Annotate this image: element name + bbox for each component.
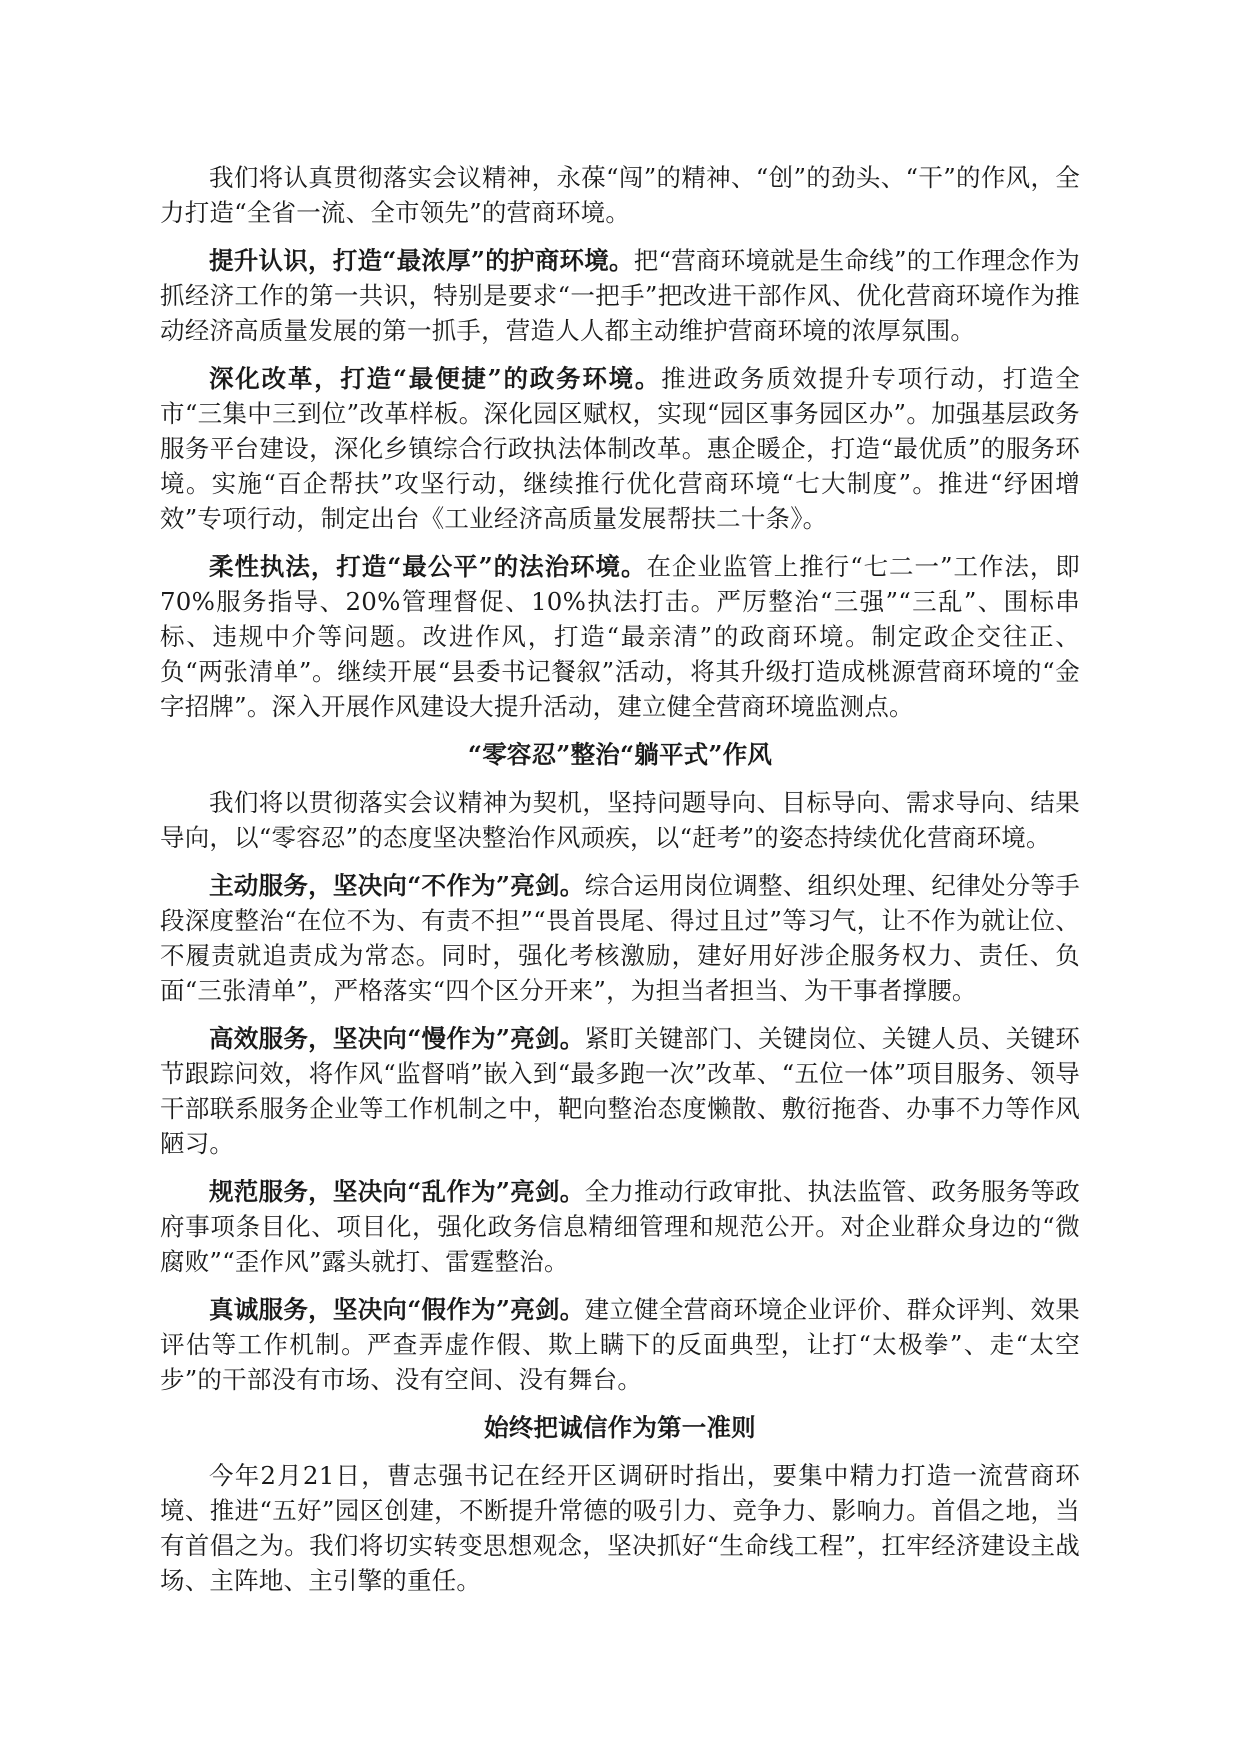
paragraph-efficient-service	[160, 1021, 1080, 1161]
paragraph-body: 今年2月21日，曹志强书记在经开区调研时指出，要集中精力打造一流营商环境、推进“五好”园区创建，不断提升常德的吸引力、竞争力、影响力。首倡之地，当有首倡之为。我们将切实转变思想观念，坚决抓好“生命线工程”，扛牢经济建设主战场、主阵地、主引擎的重任。	[160, 1461, 1080, 1595]
paragraph-zero-tolerance-intro	[160, 785, 1080, 855]
paragraph-body: 紧盯关键部门、关键岗位、关键人员、关键环节跟踪问效，将作风“监督哨”嵌入到“最多跑一次”改革、“五位一体”项目服务、领导干部联系服务企业等工作机制之中，靶向整治态度懒散、敷衍拖沓、办事不力等作风陋习。	[160, 1024, 1080, 1158]
paragraph-lead: 柔性执法，打造“最公平”的法治环境。	[209, 552, 647, 581]
paragraph-lead: 深化改革，打造“最便捷”的政务环境。	[209, 364, 662, 393]
paragraph-awareness	[160, 243, 1080, 348]
paragraph-lead: 提升认识，打造“最浓厚”的护商环境。	[209, 246, 634, 275]
paragraph-body: 推进政务质效提升专项行动，打造全市“三集中三到位”改革样板。深化园区赋权，实现“园区事务园区办”。加强基层政务服务平台建设，深化乡镇综合行政执法体制改革。惠企暖企，打造“最优质”的服务环境。实施“百企帮扶”攻坚行动，继续推行优化营商环境“七大制度”。推进“纾困增效”专项行动，制定出台《工业经济高质量发展帮扶二十条》。	[160, 364, 1080, 533]
paragraph-lead: 主动服务，坚决向“不作为”亮剑。	[209, 871, 585, 900]
intro-paragraph: 我们将认真贯彻落实会议精神，永葆“闯”的精神、“创”的劲头、“干”的作风，全力打造“全省一流、全市领先”的营商环境。	[160, 163, 1080, 227]
paragraph-body: 我们将以贯彻落实会议精神为契机，坚持问题导向、目标导向、需求导向、结果导向，以“零容忍”的态度坚决整治作风顽疾，以“赶考”的姿态持续优化营商环境。	[160, 788, 1080, 852]
paragraph-sincere-service	[160, 1292, 1080, 1397]
paragraph-standard-service	[160, 1174, 1080, 1279]
paragraph-reform	[160, 361, 1080, 536]
paragraph-integrity-intro	[160, 1458, 1080, 1598]
paragraph-body: 建立健全营商环境企业评价、群众评判、效果评估等工作机制。严查弄虚作假、欺上瞒下的反面典型，让打“太极拳”、走“太空步”的干部没有市场、没有空间、没有舞台。	[160, 1295, 1080, 1394]
paragraph-lead: 规范服务，坚决向“乱作为”亮剑。	[209, 1177, 585, 1206]
paragraph-body: 把“营商环境就是生命线”的工作理念作为抓经济工作的第一共识，特别是要求“一把手”把改进干部作风、优化营商环境作为推动经济高质量发展的第一抓手，营造人人都主动维护营商环境的浓厚氛围。	[160, 246, 1080, 345]
paragraph-proactive-service	[160, 868, 1080, 1008]
paragraph-law-enforcement	[160, 549, 1080, 724]
paragraph-body: 全力推动行政审批、执法监管、政务服务等政府事项条目化、项目化，强化政务信息精细管理和规范公开。对企业群众身边的“微腐败”“歪作风”露头就打、雷霆整治。	[160, 1177, 1080, 1276]
paragraph-lead: 真诚服务，坚决向“假作为”亮剑。	[209, 1295, 585, 1324]
section-heading-integrity: 始终把诚信作为第一准则	[484, 1413, 756, 1442]
section-heading-zero-tolerance: “零容忍”整治“躺平式”作风	[467, 740, 773, 769]
paragraph-lead: 高效服务，坚决向“慢作为”亮剑。	[209, 1024, 585, 1053]
paragraph-body: 综合运用岗位调整、组织处理、纪律处分等手段深度整治“在位不为、有责不担”“畏首畏尾、得过且过”等习气，让不作为就让位、不履责就追责成为常态。同时，强化考核激励，建好用好涉企服务权力、责任、负面“三张清单”，严格落实“四个区分开来”，为担当者担当、为干事者撑腰。	[160, 871, 1080, 1005]
paragraph-body: 在企业监管上推行“七二一”工作法，即70%服务指导、20%管理督促、10%执法打击。严厉整治“三强”“三乱”、围标串标、违规中介等问题。改进作风，打造“最亲清”的政商环境。制定政企交往正、负“两张清单”。继续开展“县委书记餐叙”活动，将其升级打造成桃源营商环境的“金字招牌”。深入开展作风建设大提升活动，建立健全营商环境监测点。	[160, 552, 1080, 721]
document-page	[160, 160, 1080, 1611]
